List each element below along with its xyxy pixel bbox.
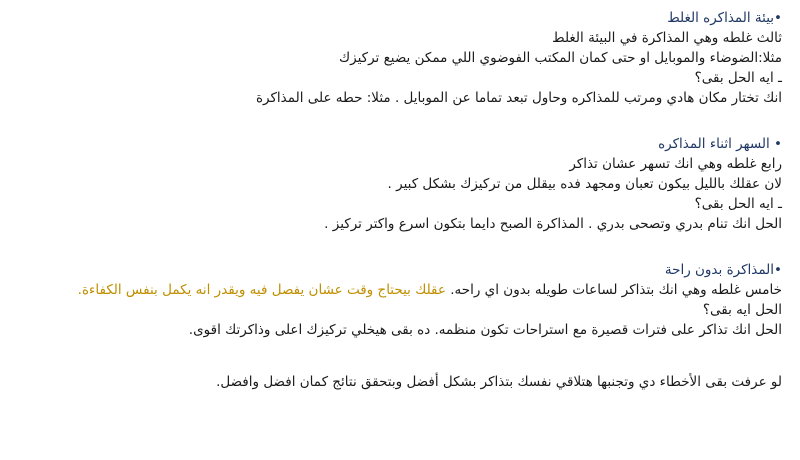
body-line: ـ ايه الحل بقى؟ bbox=[694, 196, 782, 212]
section-no-rest bbox=[18, 260, 782, 340]
section-heading: • السهر اثناء المذاكره bbox=[658, 136, 782, 152]
closing-spacer bbox=[18, 354, 782, 372]
section-heading: •بيئة المذاكره الغلط bbox=[667, 10, 782, 26]
body-line: مثلا:الضوضاء والموبايل او حتى كمان المكتب الفوضوي اللي ممكن يضيع تركيزك bbox=[339, 50, 782, 66]
section-spacer bbox=[18, 122, 782, 134]
body-line: الحل انك تذاكر على فترات قصيرة مع استراحات تكون منظمه. ده بقى هيخلي تركيزك اعلى وذاكرتك اقوى. bbox=[188, 322, 782, 338]
body-line: ـ ايه الحل بقى؟ bbox=[694, 70, 782, 86]
section-heading: •المذاكرة بدون راحة bbox=[664, 262, 782, 278]
closing-line: لو عرفت بقى الأخطاء دي وتجنبها هتلاقي نفسك بتذاكر بشكل أفضل وبتحقق نتائج كمان افضل وافضل. bbox=[216, 374, 782, 390]
body-line: الحل ايه بقى؟ bbox=[702, 302, 782, 318]
body-line: رابع غلطه وهي انك تسهر عشان تذاكر bbox=[569, 156, 782, 172]
body-line: انك تختار مكان هادي ومرتب للمذاكره وحاول تبعد تماما عن الموبايل . مثلا: حطه على المذاكرة bbox=[255, 90, 782, 106]
section-environment bbox=[18, 8, 782, 108]
section-spacer bbox=[18, 248, 782, 260]
body-line: ثالث غلطه وهي المذاكرة في البيئة الغلط bbox=[552, 30, 782, 46]
section-staying-up bbox=[18, 134, 782, 234]
body-line-mixed bbox=[18, 280, 782, 300]
highlighted-text: عقلك بيحتاج وقت عشان يفصل فيه ويقدر انه يكمل بنفس الكفاءة. bbox=[77, 282, 446, 298]
body-line: الحل انك تنام بدري وتصحى بدري . المذاكرة الصبح دايما بتكون اسرع واكتر تركيز . bbox=[324, 216, 782, 232]
body-text: خامس غلطه وهي انك بتذاكر لساعات طويله بدون اي راحه. bbox=[445, 282, 782, 298]
body-line: لان عقلك بالليل بيكون تعبان ومجهد فده بيقلل من تركيزك بشكل كبير . bbox=[387, 176, 782, 192]
